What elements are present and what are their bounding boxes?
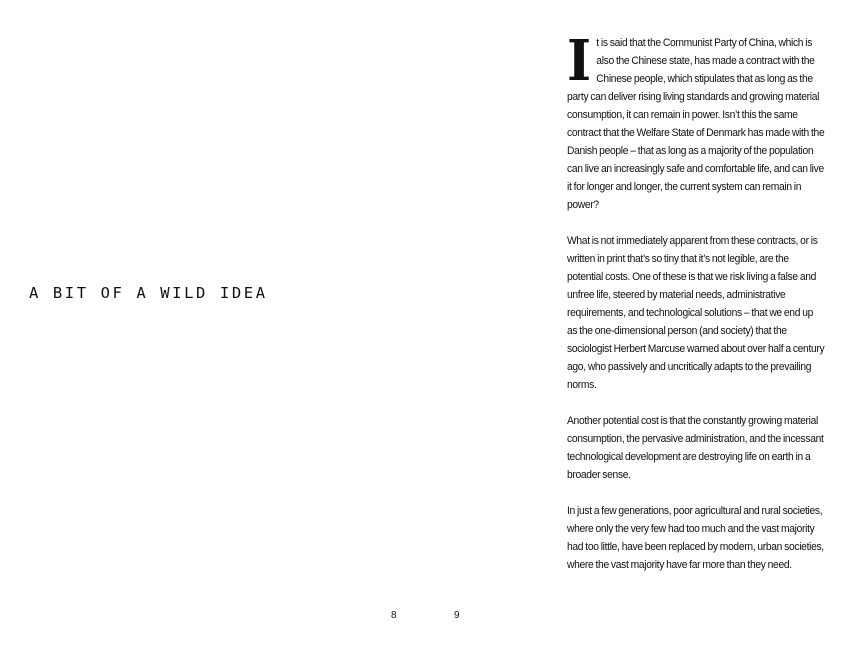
right-page [425,0,850,652]
paragraph-2: What is not immediately apparent from these contracts, or is written in print that’s so tiny that it’s not legible, are the potential costs. One of these is that we risk living a false and unfree life, steered by material needs, administrative requirements, and technological solutions – that we end up as the one-dimensional person (and society) that the sociologist Herbert Marcuse warned about over half a century ago, who passively and uncritically adapts to the prevailing norms. [567,235,825,391]
drop-cap: I [567,28,591,94]
paragraph-4: In just a few generations, poor agricultural and rural societies, where only the very few had too much and the vast majority had too little, have been replaced by modern, urban societies, where the vast majority have far more than they need. [567,505,824,571]
page-number-right: 9 [454,610,460,621]
paragraph-1-text: t is said that the Communist Party of China, which is also the Chinese state, has made a contract with the Chinese people, which stipulates that as long as the party can deliver rising living standards and growing material consumption, it can remain in power. Isn’t this the same contract that the Welfare State of Denmark has made with the Danish people – that as long as a majority of the population can live an increasingly safe and comfortable life, and can live it for longer and longer, the current system can remain in power? [567,37,825,211]
paragraph-3: Another potential cost is that the constantly growing material consumption, the pervasive administration, and the incessant technological development are destroying life on earth in a broader sense. [567,415,824,481]
page-number-left: 8 [391,610,397,621]
chapter-title: A BIT OF A WILD IDEA [29,284,268,302]
body-text [567,28,825,592]
paragraph-1 [567,28,825,214]
